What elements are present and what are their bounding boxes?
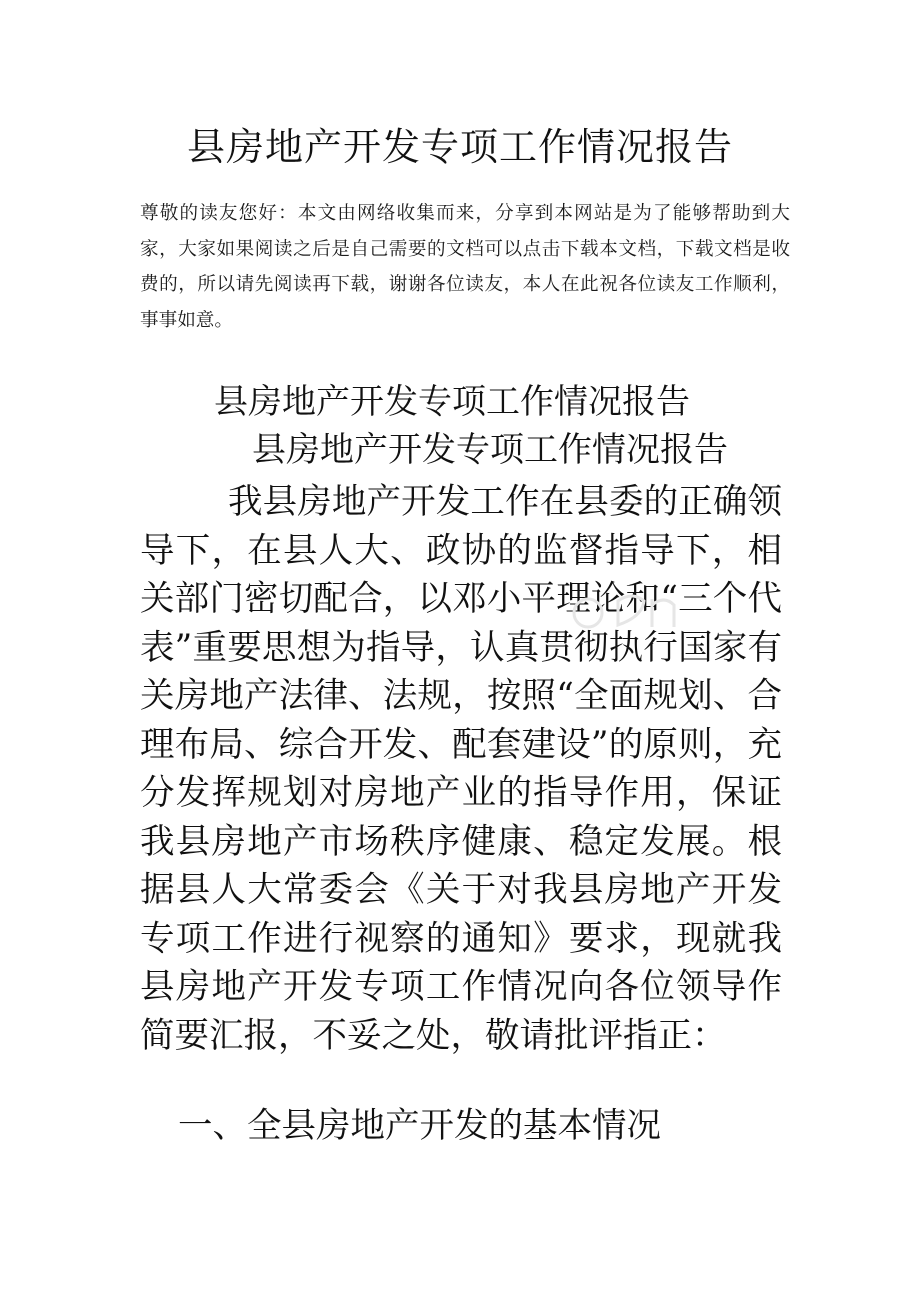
reader-notice: 尊敬的读友您好：本文由网络收集而来，分享到本网站是为了能够帮助到大家，大家如果阅读之后是自己需要的文档可以点击下载本文档，下载文档是收费的，所以请先阅读再下载，谢谢各位读友，本人在此祝各位读友工作顺利，事事如意。 [140,203,790,331]
body-paragraph: 我县房地产开发工作在县委的正确领导下，在县人大、政协的监督指导下，相关部门密切配合，以邓小平理论和“三个代表”重要思想为指导，认真贯彻执行国家有关房地产法律、法规，按照“全面规划、合理布局、综合开发、配套建设”的原则，充分发挥规划对房地产业的指导作用，保证我县房地产市场秩序健康、稳定发展。根据县人大常委会《关于对我县房地产开发专项工作进行视察的通知》要求，现就我县房地产开发专项工作情况向各位领导作简要汇报，不妥之处，敬请批评指正： [140,482,782,1056]
document-title: 县房地产开发专项工作情况报告 [186,125,733,169]
report-subheading: 县房地产开发专项工作情况报告 [252,430,728,470]
report-heading: 县房地产开发专项工作情况报告 [214,382,690,422]
section-heading: 一、全县房地产开发的基本情况 [178,1106,661,1146]
